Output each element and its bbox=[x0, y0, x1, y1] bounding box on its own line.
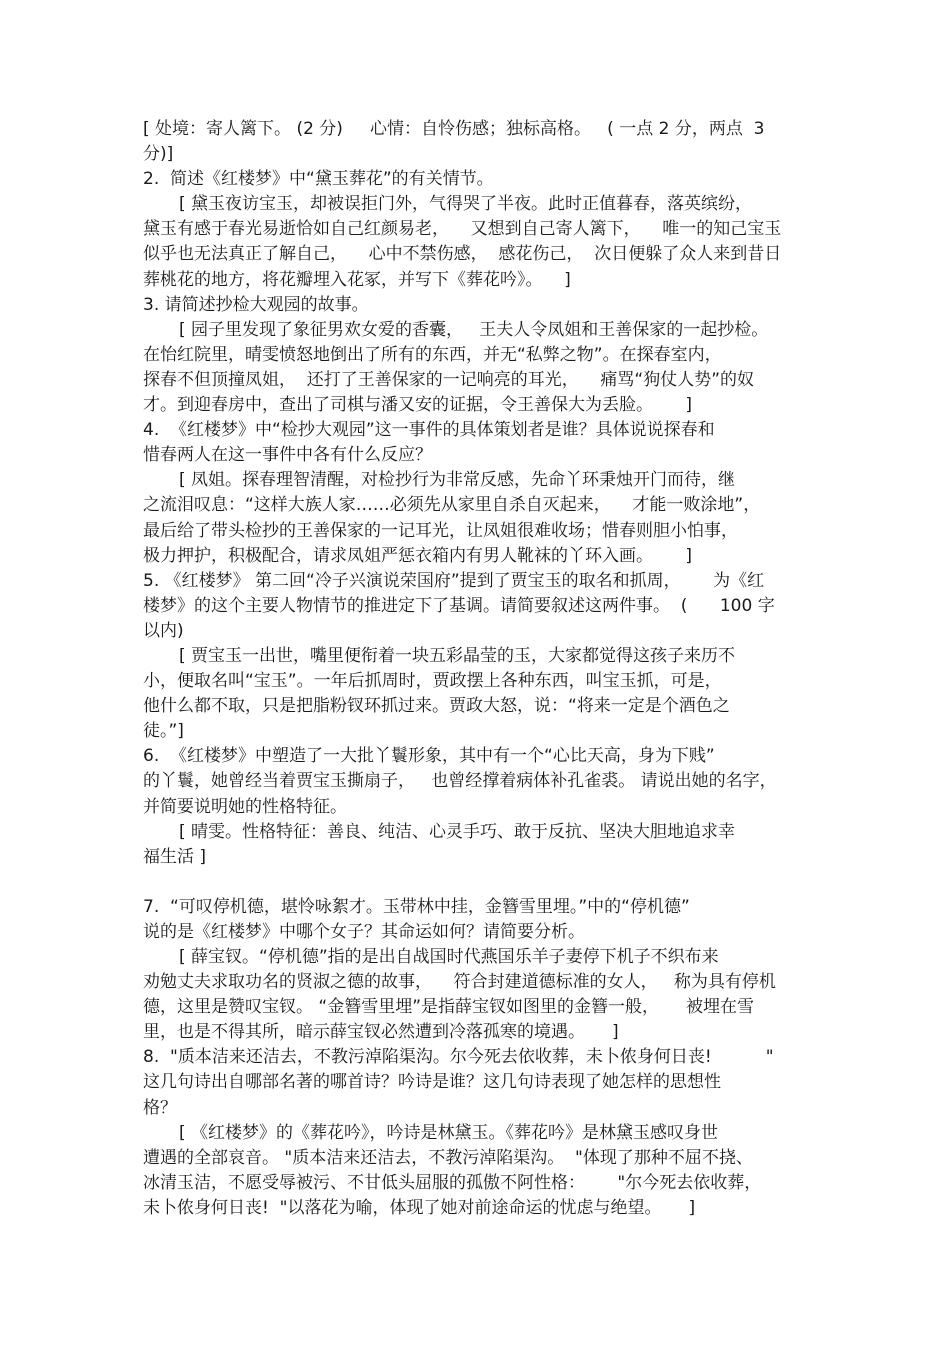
q4-question-line: 惜春两人在这一事件中各有什么反应？ bbox=[143, 445, 432, 466]
q2-question-line: 2. 简述《红楼梦》中“黛玉葬花”的有关情节。 bbox=[143, 169, 494, 190]
q8-question-line: 格？ bbox=[143, 1097, 177, 1118]
q5-question-line: 楼梦》的这个主要人物情节的推进定下了基调。请简要叙述这两件事。 ( 100 字 bbox=[143, 595, 775, 616]
q4-answer-line: 极力押护，积极配合，请求凤姐严惩衣箱内有男人靴袜的丫环入画。 ] bbox=[143, 545, 693, 566]
q5-answer-line: 小，便取名叫“宝玉”。一年后抓周时，贾政摆上各种东西，叫宝玉抓，可是， bbox=[143, 671, 722, 692]
q7-answer-line: [ 薛宝钗。“停机德”指的是出自战国时代燕国乐羊子妻停下机子不织布来 bbox=[179, 947, 719, 967]
q2-answer-line: 葬桃花的地方，将花瓣埋入花冢，并写下《葬花吟》。 ] bbox=[143, 269, 571, 290]
q3-answer-line: 探春不但顶撞凤姐， 还打了王善保家的一记响亮的耳光， 痛骂“狗仗人势”的奴 bbox=[143, 369, 755, 390]
q7-answer-line: 里，也是不得其所，暗示薛宝钗必然遭到冷落孤寒的境遇。 ] bbox=[143, 1022, 619, 1043]
document-body bbox=[143, 117, 808, 1221]
q1-answer-line: 分)] bbox=[143, 144, 174, 165]
q6-answer-line: 福生活 ] bbox=[143, 846, 207, 867]
q7-question-line: 说的是《红楼梦》中哪个女子？其命运如何？请简要分析。 bbox=[143, 921, 585, 942]
q6-question-line: 并简要说明她的性格特征。 bbox=[143, 796, 347, 817]
q4-answer-line: [ 凤姐。探春理智清醒，对检抄行为非常反感，先命丫环秉烛开门而待，继 bbox=[179, 470, 736, 491]
q4-question-line: 4. 《红楼梦》中“检抄大观园”这一事件的具体策划者是谁？具体说说探春和 bbox=[143, 420, 715, 441]
q3-answer-line: [ 园子里发现了象征男欢女爱的香囊， 王夫人令凤姐和王善保家的一起抄检。 bbox=[179, 319, 769, 340]
q3-answer-line: 才。到迎春房中，查出了司棋与潘又安的证据，令王善保大为丢脸。 ] bbox=[143, 395, 693, 416]
q2-answer-line: 黛玉有感于春光易逝恰如自己红颜易老， 又想到自己寄人篱下， 唯一的知己宝玉 bbox=[143, 219, 782, 240]
q8-answer-line: 未卜侬身何日丧! "以落花为喻，体现了她对前途命运的忧虑与绝望。 ] bbox=[143, 1197, 696, 1218]
q5-answer-line: [ 贾宝玉一出世，嘴里便衔着一块五彩晶莹的玉，大家都觉得这孩子来历不 bbox=[179, 645, 736, 666]
q4-answer-line: 之流泪叹息：“这样大族人家……必须先从家里自杀自灭起来， 才能一败涂地”， bbox=[143, 495, 761, 516]
q7-answer-line: 德，这里是赞叹宝钗。 “金簪雪里埋”是指薛宝钗如图里的金簪一般， 被埋在雪 bbox=[143, 997, 755, 1018]
q6-question-line: 6. 《红楼梦》中塑造了一大批丫鬟形象，其中有一个“心比天高，身为下贱” bbox=[143, 746, 715, 767]
q5-question-line: 5. 《红楼梦》 第二回“冷子兴演说荣国府”提到了贾宝玉的取名和抓周， 为《红 bbox=[143, 570, 765, 591]
q5-question-line: 以内) bbox=[143, 620, 184, 641]
q6-answer-line: [ 晴雯。性格特征：善良、纯洁、心灵手巧、敢于反抗、坚决大胆地追求幸 bbox=[179, 821, 736, 842]
q8-question-line: 8. "质本洁来还洁去，不教污淖陷渠沟。尔今死去依收葬，未卜侬身何日丧! " bbox=[143, 1047, 774, 1068]
q1-answer-line: [ 处境：寄人篱下。 (2 分) 心情：自怜伤感；独标高格。 ( 一点 2 分，两点 3 bbox=[143, 119, 765, 139]
q2-answer-line: 似乎也无法真正了解自己， 心中不禁伤感， 感花伤己， 次日便躲了众人来到昔日 bbox=[143, 244, 782, 265]
q7-question-line: 7. “可叹停机德，堪怜咏絮才。玉带林中挂，金簪雪里埋。”中的“停机德” bbox=[143, 896, 690, 917]
q4-answer-line: 最后给了带头检抄的王善保家的一记耳光，让凤姐很难收场；惜春则胆小怕事， bbox=[143, 520, 738, 541]
q6-question-line: 的丫鬟，她曾经当着贾宝玉撕扇子， 也曾经撑着病体补孔雀裘。 请说出她的名字， bbox=[143, 771, 777, 792]
q7-answer-line: 劝勉丈夫求取功名的贤淑之德的故事， 符合封建道德标准的女人， 称为具有停机 bbox=[143, 972, 776, 993]
q5-answer-line: 他什么都不取，只是把脂粉钗环抓过来。贾政大怒，说：“将来一定是个酒色之 bbox=[143, 696, 730, 717]
section-gap bbox=[143, 870, 808, 895]
q2-answer-line: [ 黛玉夜访宝玉，却被误拒门外，气得哭了半夜。此时正值暮春，落英缤纷， bbox=[179, 194, 753, 215]
q3-answer-line: 在怡红院里，晴雯愤怒地倒出了所有的东西，并无“私弊之物”。在探春室内， bbox=[143, 344, 722, 365]
q3-question-line: 3. 请简述抄检大观园的故事。 bbox=[143, 294, 369, 315]
q8-question-line: 这几句诗出自哪部名著的哪首诗？吟诗是谁？这几句诗表现了她怎样的思想性 bbox=[143, 1072, 721, 1093]
q8-answer-line: 遭遇的全部哀音。 "质本洁来还洁去，不教污淖陷渠沟。 "体现了那种不屈不挠、 bbox=[143, 1147, 753, 1168]
q8-answer-line: 冰清玉洁，不愿受辱被污、不甘低头屈服的孤傲不阿性格： "尔今死去依收葬， bbox=[143, 1172, 762, 1193]
q5-answer-line: 徒。”] bbox=[143, 721, 184, 742]
q8-answer-line: [ 《红楼梦》的《葬花吟》，吟诗是林黛玉。《葬花吟》是林黛玉感叹身世 bbox=[179, 1122, 719, 1143]
